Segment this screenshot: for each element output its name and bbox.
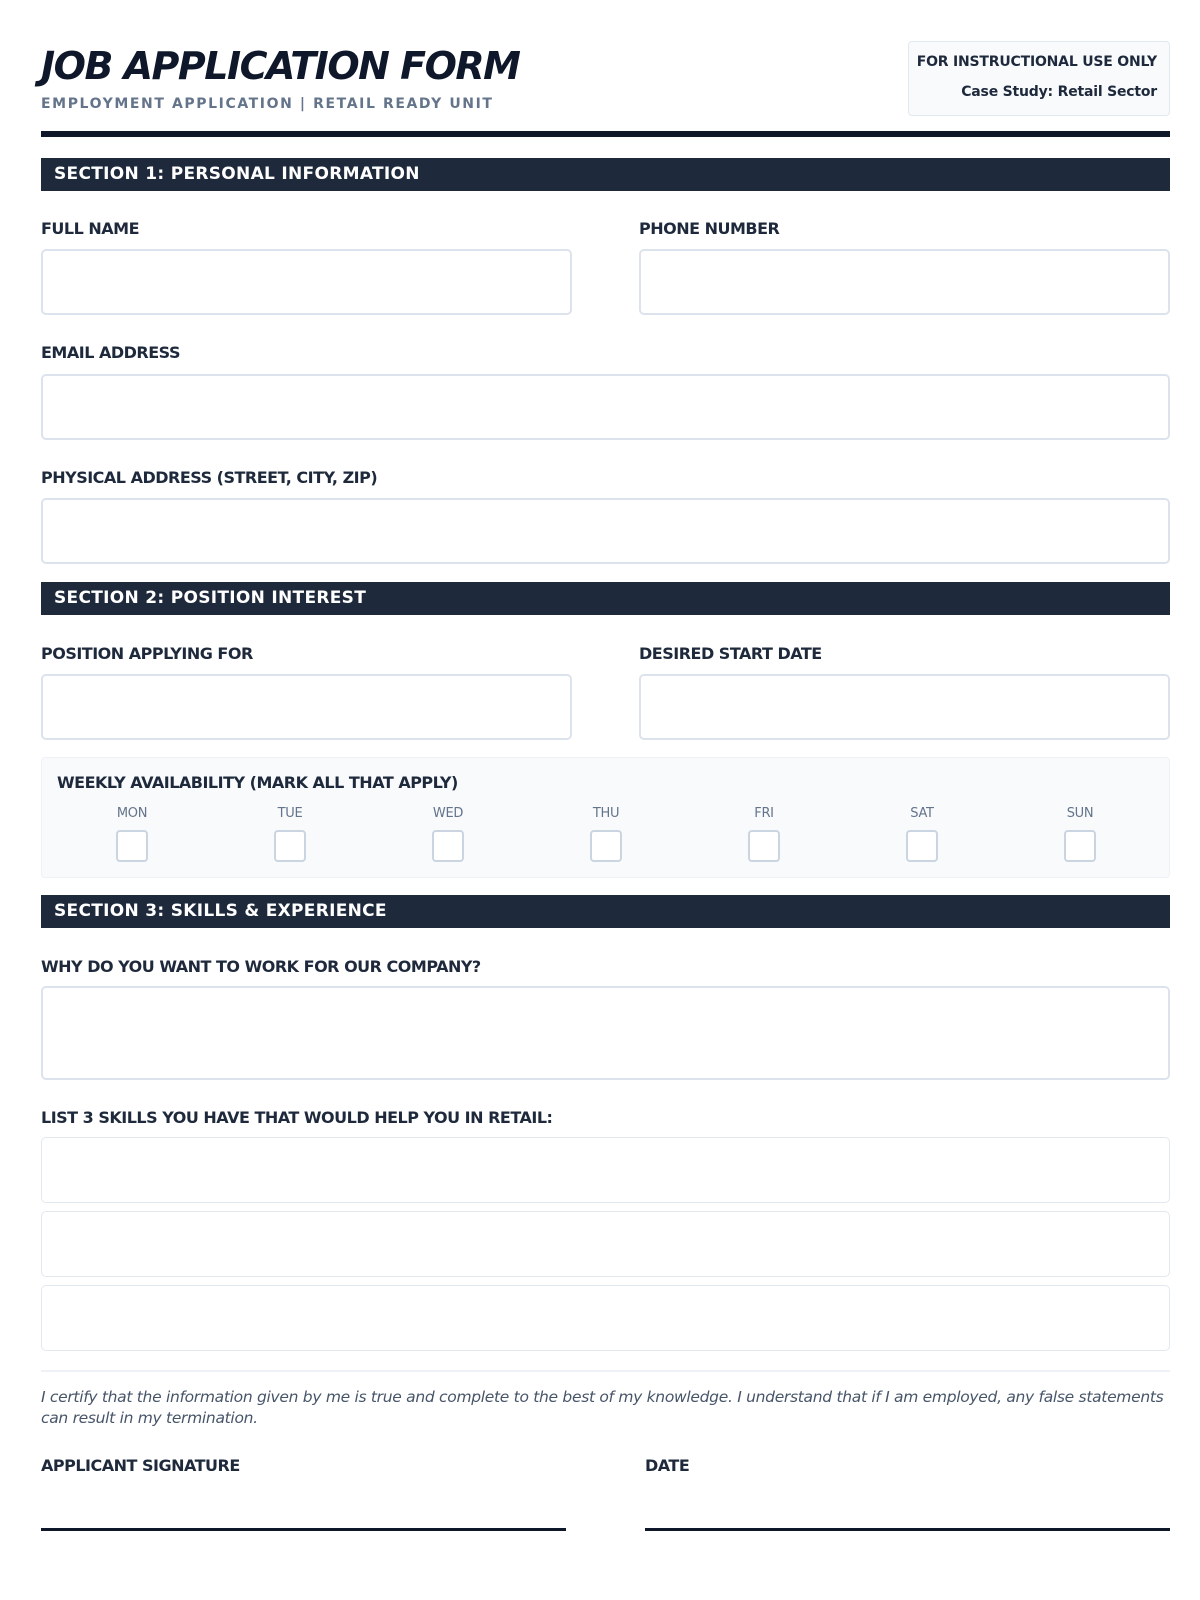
physical-address-field[interactable] (41, 498, 1170, 564)
availability-title: WEEKLY AVAILABILITY (MARK ALL THAT APPLY) (57, 773, 458, 792)
day-sat (892, 806, 952, 862)
day-checkbox-sun[interactable] (1064, 830, 1096, 862)
why-work-label: WHY DO YOU WANT TO WORK FOR OUR COMPANY? (41, 957, 481, 976)
email-address-label: EMAIL ADDRESS (41, 343, 180, 362)
day-label: FRI (754, 806, 774, 821)
physical-address-label: PHYSICAL ADDRESS (STREET, CITY, ZIP) (41, 468, 378, 487)
day-sun (1050, 806, 1110, 862)
skill-field-3[interactable] (41, 1285, 1170, 1351)
start-date-label: DESIRED START DATE (639, 644, 822, 663)
weekly-availability (41, 757, 1170, 878)
day-tue (260, 806, 320, 862)
day-checkbox-tue[interactable] (274, 830, 306, 862)
day-label: SAT (910, 806, 934, 821)
position-field[interactable] (41, 674, 572, 740)
certification-divider (41, 1370, 1170, 1372)
day-checkbox-wed[interactable] (432, 830, 464, 862)
signature-line[interactable] (41, 1528, 566, 1531)
skill-field-1[interactable] (41, 1137, 1170, 1203)
skills-label: LIST 3 SKILLS YOU HAVE THAT WOULD HELP YOU IN RETAIL: (41, 1108, 553, 1127)
certification-statement: I certify that the information given by me is true and complete to the best of my knowledge. I understand that if I am employed, any false statements can result in my termination. (41, 1388, 1164, 1427)
form-subtitle: EMPLOYMENT APPLICATION | RETAIL READY UNIT (41, 96, 494, 112)
email-address-field[interactable] (41, 374, 1170, 440)
section-2-header: SECTION 2: POSITION INTEREST (41, 582, 1170, 615)
day-checkbox-thu[interactable] (590, 830, 622, 862)
day-label: THU (592, 806, 620, 821)
form-title: JOB APPLICATION FORM (41, 44, 520, 88)
day-checkbox-sat[interactable] (906, 830, 938, 862)
header-divider (41, 131, 1170, 137)
section-1-header: SECTION 1: PERSONAL INFORMATION (41, 158, 1170, 191)
day-label: MON (116, 806, 148, 821)
date-line[interactable] (645, 1528, 1170, 1531)
position-label: POSITION APPLYING FOR (41, 644, 253, 663)
start-date-field[interactable] (639, 674, 1170, 740)
signature-label: APPLICANT SIGNATURE (41, 1456, 240, 1475)
day-label: SUN (1066, 806, 1094, 821)
day-fri (734, 806, 794, 862)
badge-line-1: FOR INSTRUCTIONAL USE ONLY (916, 54, 1157, 70)
day-label: WED (432, 806, 464, 821)
badge-line-2: Case Study: Retail Sector (961, 84, 1157, 100)
day-label: TUE (277, 806, 303, 821)
day-mon (102, 806, 162, 862)
day-wed (418, 806, 478, 862)
application-form (41, 0, 1170, 1600)
full-name-label: FULL NAME (41, 219, 140, 238)
why-work-field[interactable] (41, 986, 1170, 1080)
phone-number-field[interactable] (639, 249, 1170, 315)
day-checkbox-mon[interactable] (116, 830, 148, 862)
day-thu (576, 806, 636, 862)
date-label: DATE (645, 1456, 690, 1475)
form-header (41, 0, 1170, 140)
phone-number-label: PHONE NUMBER (639, 219, 780, 238)
skill-field-2[interactable] (41, 1211, 1170, 1277)
instructional-badge (908, 41, 1170, 116)
full-name-field[interactable] (41, 249, 572, 315)
day-checkbox-fri[interactable] (748, 830, 780, 862)
section-3-header: SECTION 3: SKILLS & EXPERIENCE (41, 895, 1170, 928)
